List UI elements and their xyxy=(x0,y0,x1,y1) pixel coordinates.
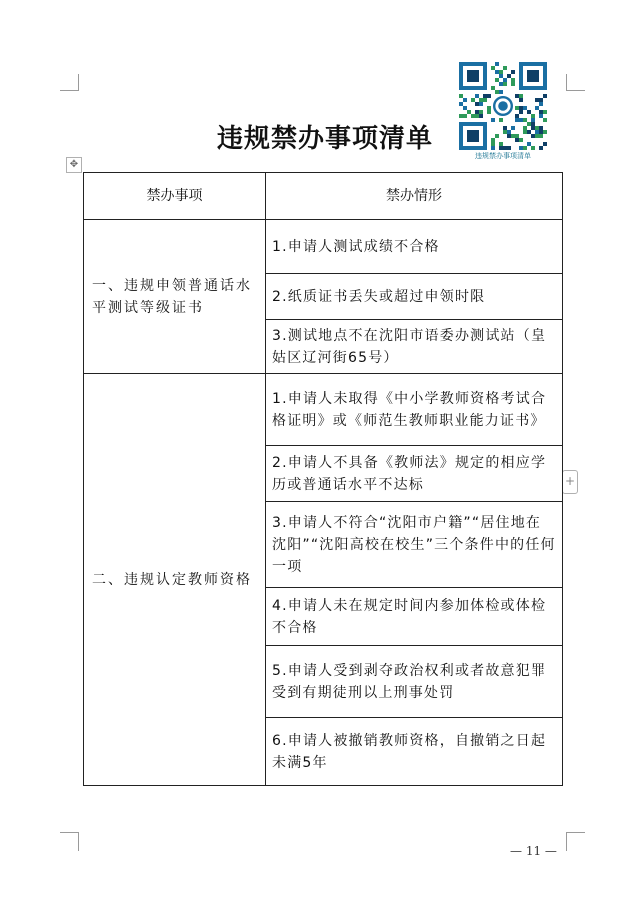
situation-cell: 3.申请人不符合“沈阳市户籍”“居住地在沈阳”“沈阳高校在校生”三个条件中的任何一项 xyxy=(266,502,563,588)
situation-cell: 1.申请人未取得《中小学教师资格考试合格证明》或《师范生教师职业能力证书》 xyxy=(266,374,563,446)
situation-cell: 6.申请人被撤销教师资格，自撤销之日起未满5年 xyxy=(266,718,563,786)
qr-code-icon xyxy=(459,62,547,150)
category-cell: 二、违规认定教师资格 xyxy=(84,374,266,786)
situation-cell: 2.纸质证书丢失或超过申领时限 xyxy=(266,274,563,320)
page-title: 违规禁办事项清单 xyxy=(216,124,433,154)
table-row xyxy=(84,220,563,274)
crop-mark-bottom-right xyxy=(566,832,585,851)
situation-cell: 3.测试地点不在沈阳市语委办测试站（皇姑区辽河街65号） xyxy=(266,320,563,374)
situation-cell: 5.申请人受到剥夺政治权利或者故意犯罪受到有期徒刑以上刑事处罚 xyxy=(266,646,563,718)
crop-mark-top-left xyxy=(60,74,79,91)
crop-mark-bottom-left xyxy=(60,832,79,851)
crop-mark-top-right xyxy=(566,74,585,91)
qr-caption: 违规禁办事项清单 xyxy=(475,152,531,160)
table-move-handle-icon[interactable]: ✥ xyxy=(66,157,82,173)
add-row-plus-icon[interactable]: + xyxy=(562,470,578,494)
situation-cell: 2.申请人不具备《教师法》规定的相应学历或普通话水平不达标 xyxy=(266,446,563,502)
situation-cell: 1.申请人测试成绩不合格 xyxy=(266,220,563,274)
header-prohibited-item: 禁办事项 xyxy=(84,173,266,220)
header-prohibited-situation: 禁办情形 xyxy=(266,173,563,220)
table-row xyxy=(84,374,563,446)
situation-cell: 4.申请人未在规定时间内参加体检或体检不合格 xyxy=(266,588,563,646)
prohibited-items-table xyxy=(83,172,563,786)
table-header-row xyxy=(84,173,563,220)
page-number: — 11 — xyxy=(510,844,557,858)
category-cell: 一、违规申领普通话水平测试等级证书 xyxy=(84,220,266,374)
